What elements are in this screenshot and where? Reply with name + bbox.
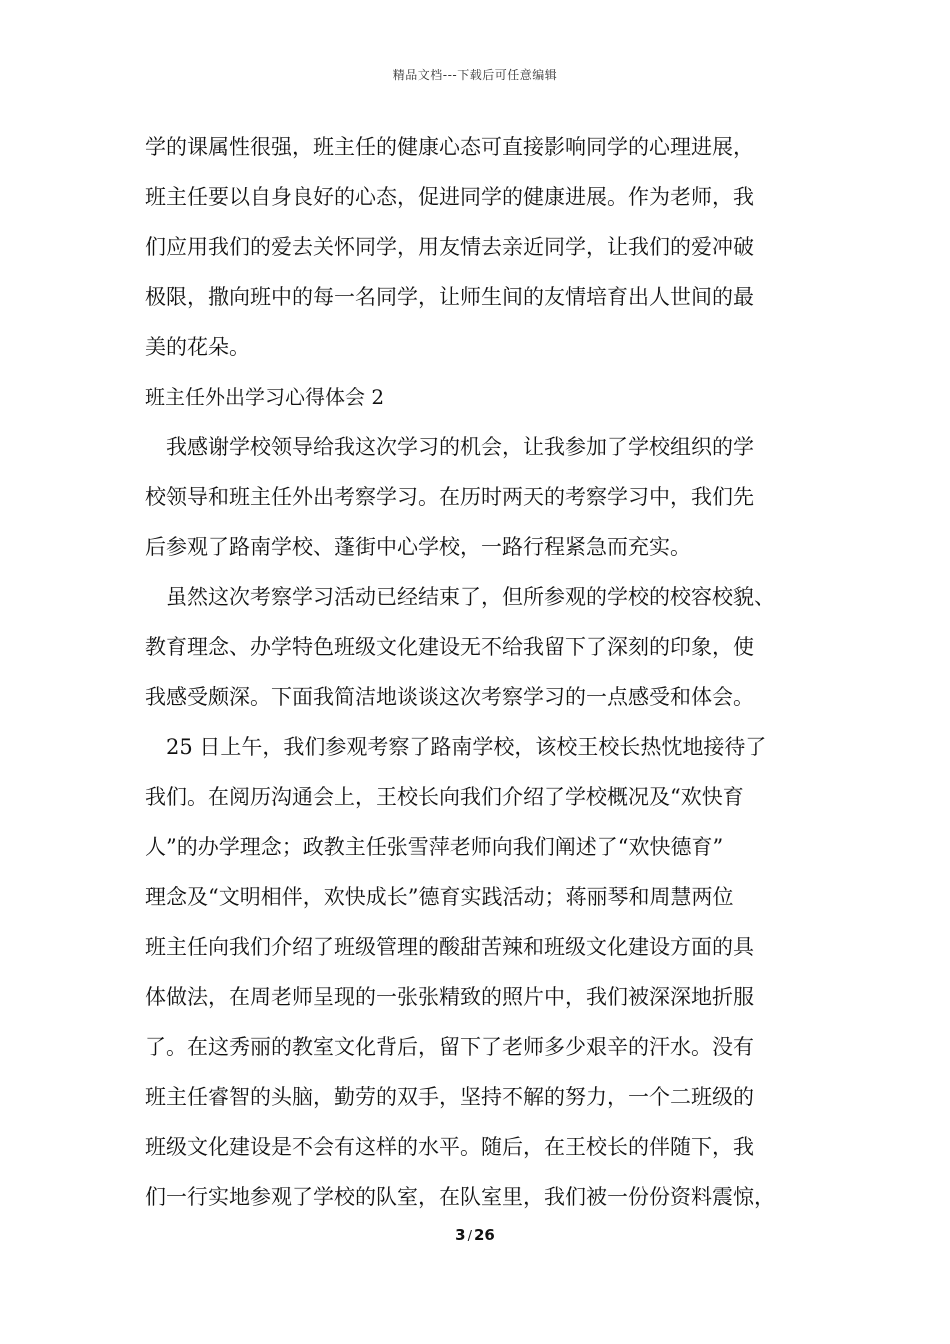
text-line: 体做法，在周老师呈现的一张张精致的照片中，我们被深深地折服: [145, 985, 754, 1009]
total-pages: 26: [473, 1226, 495, 1244]
text-line: 班主任向我们介绍了班级管理的酸甜苦辣和班级文化建设方面的具: [145, 935, 754, 959]
text-line: 虽然这次考察学习活动已经结束了，但所参观的学校的校容校貌、: [166, 585, 775, 609]
document-body: [145, 122, 815, 1222]
text-line: 班级文化建设是不会有这样的水平。随后，在王校长的伴随下，我: [145, 1135, 754, 1159]
text-line: 们一行实地参观了学校的队室，在队室里，我们被一份份资料震惊，: [145, 1185, 775, 1209]
text-line: 25 日上午，我们参观考察了路南学校，该校王校长热忱地接待了: [166, 735, 767, 759]
text-line: 了。在这秀丽的教室文化背后，留下了老师多少艰辛的汗水。没有: [145, 1035, 754, 1059]
text-line: 美的花朵。: [145, 335, 250, 359]
text-line: 教育理念、办学特色班级文化建设无不给我留下了深刻的印象，使: [145, 635, 754, 659]
text-line: 学的课属性很强，班主任的健康心态可直接影响同学的心理进展，: [145, 135, 754, 159]
page-number: [0, 1226, 950, 1244]
page-header: 精品文档---下载后可任意编辑: [392, 68, 558, 82]
section-heading: 班主任外出学习心得体会 2: [145, 385, 385, 409]
text-line: 班主任要以自身良好的心态，促进同学的健康进展。作为老师，我: [145, 185, 754, 209]
text-line: 我们。在阅历沟通会上，王校长向我们介绍了学校概况及“欢快育: [145, 785, 744, 809]
text-line: 班主任睿智的头脑，勤劳的双手，坚持不解的努力，一个二班级的: [145, 1085, 754, 1109]
text-line: 人”的办学理念；政教主任张雪萍老师向我们阐述了“欢快德育”: [145, 835, 724, 859]
current-page: 3: [455, 1226, 466, 1244]
text-line: 我感谢学校领导给我这次学习的机会，让我参加了学校组织的学: [166, 435, 754, 459]
text-line: 后参观了路南学校、蓬街中心学校，一路行程紧急而充实。: [145, 535, 691, 559]
text-line: 理念及“文明相伴，欢快成长”德育实践活动；蒋丽琴和周慧两位: [145, 885, 734, 909]
text-line: 们应用我们的爱去关怀同学，用友情去亲近同学，让我们的爱冲破: [145, 235, 754, 259]
text-line: 校领导和班主任外出考察学习。在历时两天的考察学习中，我们先: [145, 485, 754, 509]
text-line: 极限，撒向班中的每一名同学，让师生间的友情培育出人世间的最: [145, 285, 754, 309]
page-separator: /: [467, 1229, 472, 1244]
text-line: 我感受颇深。下面我简洁地谈谈这次考察学习的一点感受和体会。: [145, 685, 754, 709]
